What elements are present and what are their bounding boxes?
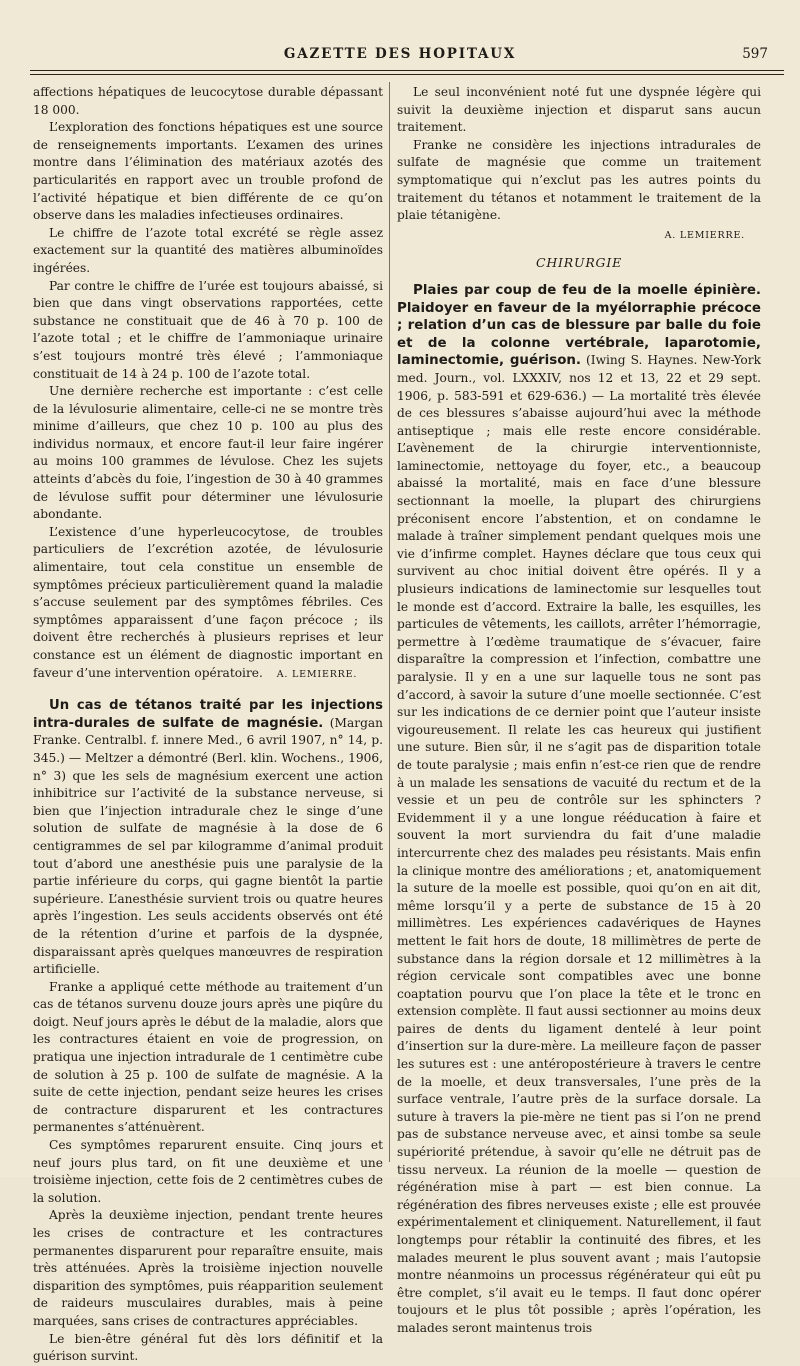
paragraph: Après la deuxième injection, pendant trente heures les crises de contracture et les contractures permanentes disparurent pour reparaître ensuite, mais très atténuées. Après la troisième injection nouvelle disparition des symptômes, puis réapparition seulement de raideurs musculaires durables, mais à peine marquées, sans crises de contractures appréciables. <box>33 1208 383 1328</box>
paragraph: L’exploration des fonctions hépatiques est une source de renseignements importants. L’examen des urines montre dans l’élimination des matériaux azotés des particularités en rapport avec un trouble profond de l’activité hépatique et bien différente de ce qu’on observe dans les maladies infectieuses ordinaires. <box>33 120 383 223</box>
paragraph: Franke ne considère les injections intradurales de sulfate de magnésie que comme un traitement symptomatique qui n’exclut pas les autres points du traitement du tétanos et notamment le traitement de la plaie tétanigène. <box>397 137 761 223</box>
paragraph: Une dernière recherche est importante : c’est celle de la lévulosurie alimentaire, celle-ci ne se montre très minime d’ailleurs, que chez 10 p. 100 au plus des individus normaux, et encore faut-il leur faire ingérer au moins 100 grammes de lévulose. Chez les sujets atteints d’abcès du foie, l’ingestion de 30 à 40 grammes de lévulose suffit pour déterminer une lévulosurie abondante. <box>33 384 383 522</box>
header-rule <box>30 70 784 71</box>
author-signature: A. LEMIERRE. <box>276 668 358 680</box>
article-paragraph <box>397 282 761 1338</box>
paragraph: Ces symptômes reparurent ensuite. Cinq jours et neuf jours plus tard, on fit une deuxième et une troisième injection, cette fois de 2 centimètres cubes de la solution. <box>33 1138 383 1205</box>
paragraph: Le seul inconvénient noté fut une dyspnée légère qui suivit la deuxième injection et disparut sans aucun traitement. <box>397 85 761 135</box>
paragraph: affections hépatiques de leucocytose durable dépassant 18 000. <box>33 85 383 117</box>
section-heading: CHIRURGIE <box>535 255 622 271</box>
page-number: 597 <box>742 46 768 62</box>
paragraph: Par contre le chiffre de l’urée est toujours abaissé, si bien que dans vingt observations rapportées, cette substance ne constituait que de 46 à 70 p. 100 de l’azote total ; et le chiffre de l’ammoniaque urinaire s’est toujours montré très élevé ; l’ammoniaque constituait de 14 à 24 p. 100 de l’azote total. <box>33 278 383 381</box>
article-title: Plaies par coup de feu de la moelle épinière. Plaidoyer en faveur de la myélorraphie précoce ; relation d’un cas de blessure par balle du foie et de la colonne vertébrale, laparotomie, laminectomie, guérison. <box>397 282 761 369</box>
article-lead: (Iwing S. Haynes. New-York med. Journ., vol. LXXXIV, nos 12 et 13, 22 et 29 sept. 1906, p. 583-591 et 629-636.) — La mortalité très élevée de ces blessures s’abaisse aujourd’hui avec la méthode antiseptique ; mais elle reste encore considérable. L’avènement de la chirurgie interventionniste, laminectomie, nettoyage du foyer, etc., a beaucoup abaissé la mortalité, mais en face d’une blessure sectionnant la moelle, la plupart des chirurgiens préconisent encore l’abstention, et on condamne le malade à traîner simplement pendant quelques mois une vie d’infirme complet. Haynes déclare que tous ceux qui survivent au choc initial doivent être opérés. Il y a plusieurs indications de laminectomie sur lesquelles tout le monde est d’accord. Extraire la balle, les esquilles, les particules de vêtements, les caillots, arrêter l’hémorragie, permettre à l’œdème traumatique de s’évacuer, faire disparaître la compression et l’infection, combattre une paralysie. Il y en a une sur laquelle tous ne sont pas d’accord, à savoir la suture d’une moelle sectionnée. C’est sur les indications de ce dernier point que l’auteur insiste vigoureusement. Il relate les cas heureux qui justifient une suture. Bien sûr, il ne s’agit pas de disparition totale de toute paralysie ; mais enfin n’est-ce rien que de rendre à un malade les sensations de vacuité du rectum et de la vessie et un peu de contrôle sur les sphincters ? Evidemment il y a une longue rééducation à faire et souvent la mort surviendra du fait d’une maladie intercurrente chez des malades peu résistants. Mais enfin la clinique montre des améliorations ; et, anatomiquement la suture de la moelle est possible, quoi qu’on en ait dit, même lorsqu’il y a perte de substance de 15 à 20 millimètres. Les expériences cadavériques de Haynes mettent le fait hors de doute, 18 millimètres de perte de substance dans la région dorsale et 12 millimètres à la région cervicale sont compatibles avec une bonne coaptation pourvu que l’on place la tête et le tronc en extension complète. Il faut aussi sectionner au moins deux paires de dents du ligament dentelé à leur point d’insertion sur la dure-mère. La meilleure façon de passer les sutures est : une antéropostérieure à travers le centre de la moelle, et deux transversales, l’une près de la surface ventrale, l’autre près de la surface dorsale. La suture à travers la pie-mère ne tient pas si l’on ne prend pas de substance nerveuse avec, et ainsi tombe sa seule supériorité prétendue, à savoir qu’elle ne détruit pas de tissu nerveux. La réunion de la moelle — question de régénération mise à part — est bien connue. La régénération des fibres nerveuses existe ; elle est prouvée expérimentalement et cliniquement. Naturellement, il faut longtemps pour rétablir la continuité des fibres, et les malades meurent le plus souvent avant ; mais l’autopsie montre néanmoins un processus régénérateur qui eût pu être complet, s’il avait eu le temps. Il faut donc opérer toujours et le plus tôt possible ; après l’opération, les malades seront maintenus trois <box>397 353 761 1335</box>
page-header <box>20 40 780 70</box>
right-column <box>397 84 761 1338</box>
header-rule-secondary <box>30 74 784 75</box>
paragraph <box>33 524 383 683</box>
article-title: Un cas de tétanos traité par les injections intra-durales de sulfate de magnésie. <box>33 698 383 731</box>
left-column <box>33 84 383 1366</box>
author-signature: A. LEMIERRE. <box>664 229 745 241</box>
journal-title: GAZETTE DES HOPITAUX <box>283 46 517 62</box>
article-paragraph <box>33 697 383 979</box>
paragraph: Le chiffre de l’azote total excrété se règle assez exactement sur la quantité des matières albuminoïdes ingérées. <box>33 225 383 275</box>
paragraph: Franke a appliqué cette méthode au traitement d’un cas de tétanos survenu douze jours après une piqûre du doigt. Neuf jours après le début de la maladie, alors que les contractures étaient en voie de progression, on pratiqua une injection intradurale de 1 centimètre cube de solution à 25 p. 100 de sulfate de magnésie. A la suite de cette injection, pendant seize heures les crises de contracture disparurent et les contractures permanentes s’atténuèrent. <box>33 979 383 1135</box>
paragraph: Le bien-être général fut dès lors définitif et la guérison survint. <box>33 1331 383 1364</box>
column-divider <box>389 82 390 1162</box>
paragraph-text: L’existence d’une hyperleucocytose, de troubles particuliers de l’excrétion azotée, de lévulosurie alimentaire, tout cela constitue un ensemble de symptômes précieux particulièrement quand la maladie s’accuse seulement par des symptômes fébriles. Ces symptômes apparaissent d’une façon précoce ; ils doivent être recherchés à plusieurs reprises et leur constance est un élément de diagnostic important en faveur d’une intervention opératoire. <box>33 524 383 680</box>
article-lead: (Margan Franke. Centralbl. f. innere Med., 6 avril 1907, n° 14, p. 345.) — Meltzer a démontré (Berl. klin. Wochens., 1906, n° 3) que les sels de magnésium exercent une action inhibitrice sur l’activité de la substance nerveuse, si bien que l’injection intradurale chez le singe d’une solution de sulfate de magnésie à la dose de 6 centigrammes de sel par kilogramme d’animal produit tout d’abord une anesthésie puis une paralysie de la partie inférieure du corps, qui gagne bientôt la partie supérieure. L’anesthésie survient trois ou quatre heures après l’ingestion. Les seuls accidents observés ont été de la rétention d’urine et parfois de la dyspnée, disparaissant après quelques manœuvres de respiration artificielle. <box>33 715 383 977</box>
